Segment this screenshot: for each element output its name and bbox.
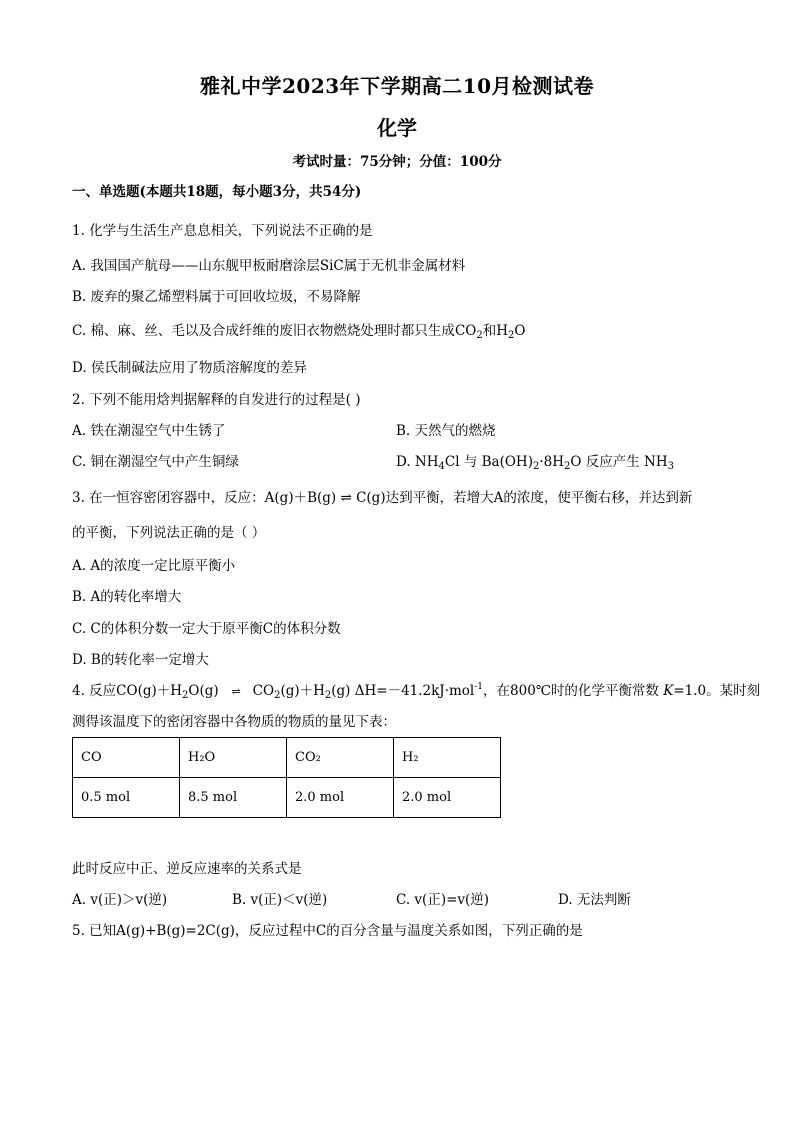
q4-option-c: C. v(正)=v(逆) bbox=[396, 892, 490, 908]
q5-stem: 5. 已知A(g)+B(g)=2C(g)，反应过程中C的百分含量与温度关系如图，下列正确的是 bbox=[72, 923, 583, 939]
q2-d-part2: Cl 与 Ba(OH) bbox=[444, 454, 533, 470]
q3-option-b: B. A的转化率增大 bbox=[72, 589, 182, 605]
q4-option-d: D. 无法判断 bbox=[558, 892, 631, 908]
q2-option-a: A. 铁在潮湿空气中生锈了 bbox=[72, 423, 226, 439]
q4-part-g: =1.0。某时刻 bbox=[673, 683, 761, 699]
q4-option-b: B. v(正)＜v(逆) bbox=[232, 892, 328, 908]
table-cell: 8.5 mol bbox=[180, 778, 287, 818]
table-row bbox=[73, 778, 501, 818]
table-header-cell: H₂ bbox=[394, 738, 501, 778]
q1-option-c-text: C. 棉、麻、丝、毛以及合成纤维的废旧衣物燃烧处理时都只生成 bbox=[72, 323, 455, 339]
q4-stem-line1: 4. 反应$CO(g)+H_2O(g)$ ⇌ $CO_2(g)+H_2(g)$ ΔH=－41.2kJ·mol$^{-1}$，在800℃时的化学平衡常数 K=1.0。某时刻 bbox=[72, 682, 761, 701]
q4-part-a: 4. 反应CO(g)＋H bbox=[72, 683, 183, 699]
h-text: H bbox=[496, 323, 508, 339]
q3-option-a: A. A的浓度一定比原平衡小 bbox=[72, 558, 236, 574]
q3-option-d: D. B的转化率一定增大 bbox=[72, 652, 209, 668]
q4-part-d: (g)＋H bbox=[280, 683, 325, 699]
and-text: 和 bbox=[482, 323, 497, 339]
table-header-cell: CO bbox=[73, 738, 180, 778]
q4-stem-line2: 测得该温度下的密闭容器中各物质的物质的量见下表： bbox=[72, 714, 396, 730]
table-cell: 2.0 mol bbox=[394, 778, 501, 818]
table-header-cell: H₂O bbox=[180, 738, 287, 778]
substance-table bbox=[72, 737, 501, 818]
h2o-formula: $H_2O$ bbox=[496, 323, 526, 341]
q4-part-f: ，在800℃时的化学平衡常数 bbox=[483, 683, 659, 699]
q2-option-c: C. 铜在潮湿空气中产生铜绿 bbox=[72, 454, 239, 470]
q1-option-b: B. 废弃的聚乙烯塑料属于可回收垃圾，不易降解 bbox=[72, 289, 361, 305]
k-symbol: K bbox=[663, 683, 674, 699]
q2-d-part1: D. NH bbox=[396, 454, 439, 470]
subject-title: 化学 bbox=[377, 116, 417, 140]
table-header-row bbox=[73, 738, 501, 778]
table-cell: 0.5 mol bbox=[73, 778, 180, 818]
q2-stem: 2. 下列不能用焓判据解释的自发进行的过程是( ) bbox=[72, 392, 361, 408]
q2-d-part3: ·8H bbox=[539, 454, 564, 470]
q3-option-c: C. C的体积分数一定大于原平衡C的体积分数 bbox=[72, 621, 341, 637]
q2-d-part4: O 反应产生 NH bbox=[570, 454, 668, 470]
table-header-cell: CO₂ bbox=[287, 738, 394, 778]
q1-option-a: A. 我国国产航母——山东舰甲板耐磨涂层SiC属于无机非金属材料 bbox=[72, 258, 466, 274]
q3-stem-line2: 的平衡，下列说法正确的是（ ） bbox=[72, 525, 266, 541]
section-heading: 一、单选题(本题共18题，每小题3分，共54分) bbox=[72, 184, 362, 200]
q2-option-d: D. $NH_4Cl$ 与 $Ba(OH)_2\cdot 8H_2O$ 反应产生 $NH_3$ bbox=[396, 454, 674, 472]
q3-stem-line1: 3. 在一恒容密闭容器中，反应：A(g)＋B(g) ⇌ C(g)达到平衡，若增大A的浓度，使平衡右移，并达到新 bbox=[72, 490, 693, 506]
q4-option-a: A. v(正)＞v(逆) bbox=[72, 892, 168, 908]
q4-part-c: CO bbox=[252, 683, 275, 699]
exam-title: 雅礼中学2023年下学期高二10月检测试卷 bbox=[200, 74, 594, 98]
co2-formula: $CO_2$ bbox=[454, 323, 483, 341]
q4-question: 此时反应中正、逆反应速率的关系式是 bbox=[72, 861, 302, 877]
q4-part-b: O(g) bbox=[188, 683, 219, 699]
q2-option-b: B. 天然气的燃烧 bbox=[396, 423, 496, 439]
q4-part-e: (g) ΔH=－41.2kJ·mol bbox=[331, 683, 475, 699]
q1-option-c bbox=[72, 322, 525, 340]
table-cell: 2.0 mol bbox=[287, 778, 394, 818]
q1-stem: 1. 化学与生活生产息息相关，下列说法不正确的是 bbox=[72, 223, 373, 239]
q1-option-d: D. 侯氏制碱法应用了物质溶解度的差异 bbox=[72, 360, 307, 376]
exam-info: 考试时量：75分钟；分值：100分 bbox=[292, 154, 502, 170]
co2-text: CO bbox=[454, 323, 477, 339]
equilibrium-arrow-icon: ⇌ bbox=[231, 685, 240, 698]
o-text: O bbox=[514, 323, 526, 339]
